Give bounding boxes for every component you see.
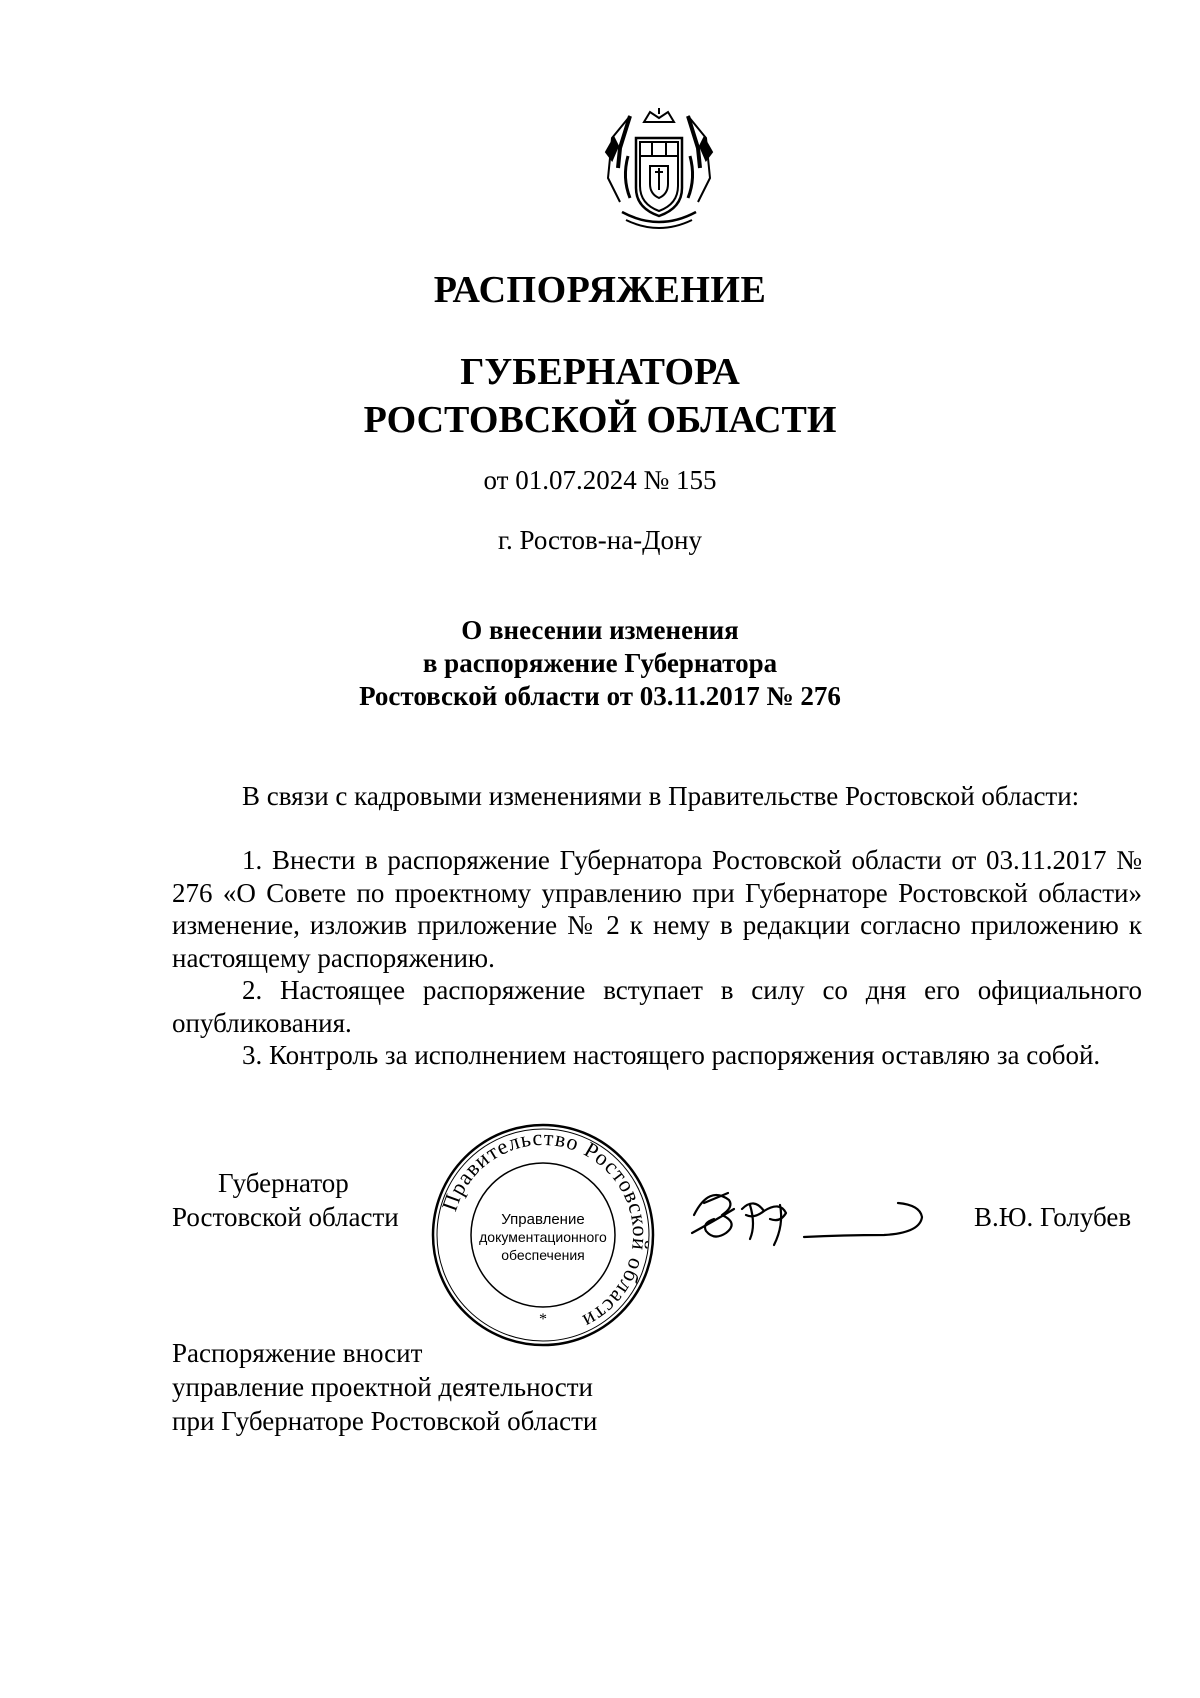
seal-star: * [539, 1311, 547, 1328]
note-line-3: при Губернаторе Ростовской области [172, 1406, 598, 1436]
seal-outer-text: Правительство Ростовской области [436, 1124, 654, 1335]
note-line-1: Распоряжение вносит [172, 1338, 423, 1368]
order-items [172, 844, 1142, 1072]
authority-line-1: ГУБЕРНАТОРА [460, 351, 740, 393]
position-line-1: Губернатор [218, 1168, 349, 1198]
position-line-2: Ростовской области [172, 1202, 399, 1232]
preamble-paragraph: В связи с кадровыми изменениями в Правительстве Ростовской области: [242, 781, 1080, 811]
issuing-authority [0, 348, 1200, 444]
subject-line-3: Ростовской области от 03.11.2017 № 276 [359, 681, 841, 711]
submitted-by-note [172, 1336, 597, 1438]
order-item-2: 2. Настоящее распоряжение вступает в силу со дня его официального опубликования. [172, 975, 1142, 1038]
document-city: г. Ростов-на-Дону [497, 525, 702, 555]
seal-inner-line-2: документационного [479, 1229, 607, 1245]
official-seal [428, 1120, 658, 1350]
document-type-heading: РАСПОРЯЖЕНИЕ [433, 269, 767, 311]
authority-line-2: РОСТОВСКОЙ ОБЛАСТИ [363, 399, 837, 441]
seal-inner-line-3: обеспечения [501, 1247, 585, 1263]
coat-of-arms-icon [600, 108, 718, 236]
subject-line-2: в распоряжение Губернатора [422, 648, 778, 678]
signatory-name: В.Ю. Голубев [974, 1202, 1132, 1232]
note-line-2: управление проектной деятельности [172, 1372, 593, 1402]
order-item-1: 1. Внести в распоряжение Губернатора Ростовской области от 03.11.2017 № 276 «О Совете по проектному управлению при Губернаторе Ростовской области» изменение, изложив приложение № 2 к нему в редакции согласно приложению к настоящему распоряжению. [172, 845, 1142, 973]
document-date-number: от 01.07.2024 № 155 [483, 465, 717, 495]
seal-inner-line-1: Управление [501, 1211, 585, 1228]
document-subject [0, 614, 1200, 713]
handwritten-signature [684, 1175, 934, 1260]
signatory-position [172, 1166, 399, 1234]
subject-line-1: О внесении изменения [461, 615, 739, 645]
order-item-3: 3. Контроль за исполнением настоящего распоряжения оставляю за собой. [242, 1040, 1101, 1070]
